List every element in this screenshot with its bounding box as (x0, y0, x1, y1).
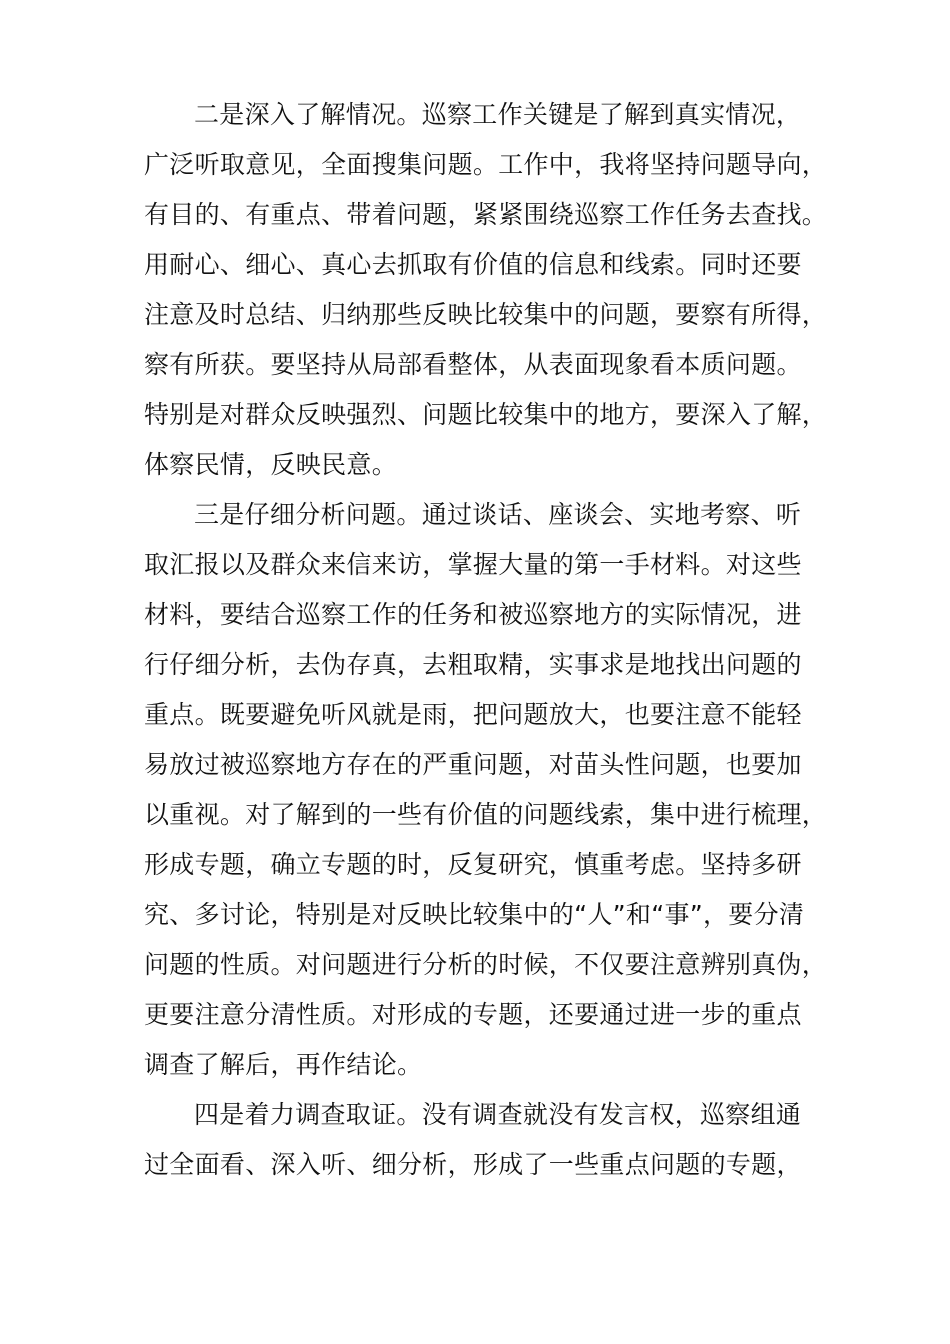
text-line: 二是深入了解情况。巡察工作关键是了解到真实情况， (194, 100, 802, 129)
text-line: 有目的、有重点、带着问题，紧紧围绕巡察工作任务去查找。 (144, 200, 828, 229)
text-line: 三是仔细分析问题。通过谈话、座谈会、实地考察、听 (194, 500, 802, 529)
text-line: 问题的性质。对问题进行分析的时候，不仅要注意辨别真伪， (144, 950, 828, 979)
text-line: 四是着力调查取证。没有调查就没有发言权，巡察组通 (194, 1100, 802, 1129)
text-line: 行仔细分析，去伪存真，去粗取精，实事求是地找出问题的 (144, 650, 802, 679)
text-line: 以重视。对了解到的一些有价值的问题线索，集中进行梳理， (144, 800, 828, 829)
text-line: 体察民情，反映民意。 (144, 450, 398, 479)
text-line: 易放过被巡察地方存在的严重问题，对苗头性问题，也要加 (144, 750, 802, 779)
document-body (144, 90, 828, 1190)
text-line: 察有所获。要坚持从局部看整体，从表面现象看本质问题。 (144, 350, 802, 379)
text-line: 广泛听取意见，全面搜集问题。工作中，我将坚持问题导向， (144, 150, 828, 179)
text-line: 重点。既要避免听风就是雨，把问题放大，也要注意不能轻 (144, 700, 802, 729)
text-line: 过全面看、深入听、细分析，形成了一些重点问题的专题， (144, 1150, 802, 1179)
text-line: 更要注意分清性质。对形成的专题，还要通过进一步的重点 (144, 1000, 802, 1029)
text-line: 材料，要结合巡察工作的任务和被巡察地方的实际情况，进 (144, 600, 802, 629)
text-line: 究、多讨论，特别是对反映比较集中的“人”和“事”，要分清 (144, 900, 805, 929)
text-line: 形成专题，确立专题的时，反复研究，慎重考虑。坚持多研 (144, 850, 802, 879)
text-line: 用耐心、细心、真心去抓取有价值的信息和线索。同时还要 (144, 250, 802, 279)
text-line: 调查了解后，再作结论。 (144, 1050, 423, 1079)
text-line: 特别是对群众反映强烈、问题比较集中的地方，要深入了解， (144, 400, 828, 429)
text-line: 注意及时总结、归纳那些反映比较集中的问题，要察有所得， (144, 300, 828, 329)
text-line: 取汇报以及群众来信来访，掌握大量的第一手材料。对这些 (144, 550, 802, 579)
